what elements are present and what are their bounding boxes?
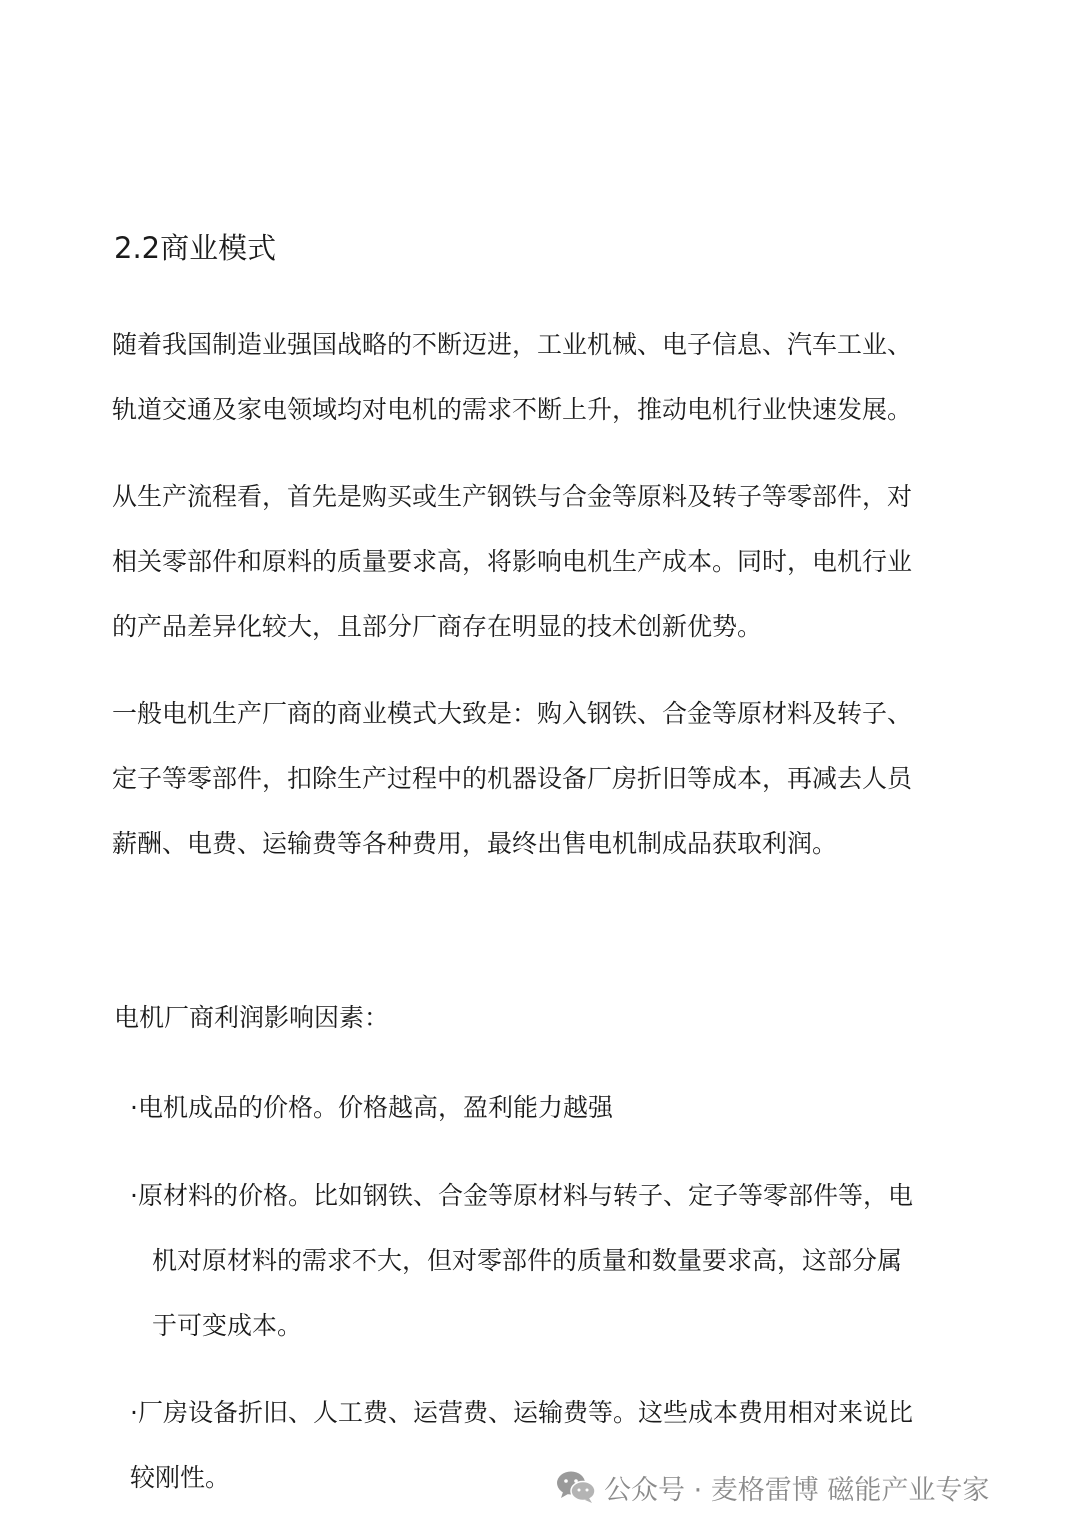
paragraph-line: 定子等零部件，扣除生产过程中的机器设备厂房折旧等成本，再减去人员 — [112, 764, 913, 793]
factor-line: ·厂房设备折旧、人工费、运营费、运输费等。这些成本费用相对来说比 — [130, 1398, 913, 1427]
paragraph-line: 随着我国制造业强国战略的不断迈进，工业机械、电子信息、汽车工业、 — [112, 330, 913, 359]
wechat-watermark — [556, 1465, 989, 1509]
paragraph-3 — [112, 681, 972, 876]
section-heading: 2.2商业模式 — [114, 231, 277, 265]
factors-label: 电机厂商利润影响因素： — [114, 1003, 390, 1032]
paragraph-line: 的产品差异化较大，且部分厂商存在明显的技术创新优势。 — [112, 612, 763, 641]
factor-line: ·电机成品的价格。价格越高，盈利能力越强 — [130, 1093, 613, 1122]
paragraph-line: 一般电机生产厂商的商业模式大致是：购入钢铁、合金等原材料及转子、 — [112, 699, 913, 728]
factor-line: 于可变成本。 — [152, 1311, 303, 1340]
watermark-text: 公众号 · 麦格雷博 磁能产业专家 — [604, 1474, 990, 1506]
factor-line: 较刚性。 — [130, 1463, 231, 1492]
wechat-icon — [556, 1470, 596, 1504]
paragraph-line: 从生产流程看，首先是购买或生产钢铁与合金等原料及转子等零部件，对 — [112, 482, 913, 511]
paragraph-line: 薪酬、电费、运输费等各种费用，最终出售电机制成品获取利润。 — [112, 829, 838, 858]
paragraph-line: 轨道交通及家电领域均对电机的需求不断上升，推动电机行业快速发展。 — [112, 395, 913, 424]
factor-line: 机对原材料的需求不大，但对零部件的质量和数量要求高，这部分属 — [152, 1246, 903, 1275]
paragraph-2 — [112, 464, 972, 659]
paragraph-1 — [112, 312, 972, 442]
paragraph-line: 相关零部件和原料的质量要求高，将影响电机生产成本。同时，电机行业 — [112, 547, 913, 576]
factor-item-2 — [130, 1163, 980, 1358]
factor-item-1 — [130, 1075, 980, 1140]
factor-line: ·原材料的价格。比如钢铁、合金等原材料与转子、定子等零部件等，电 — [130, 1181, 913, 1210]
